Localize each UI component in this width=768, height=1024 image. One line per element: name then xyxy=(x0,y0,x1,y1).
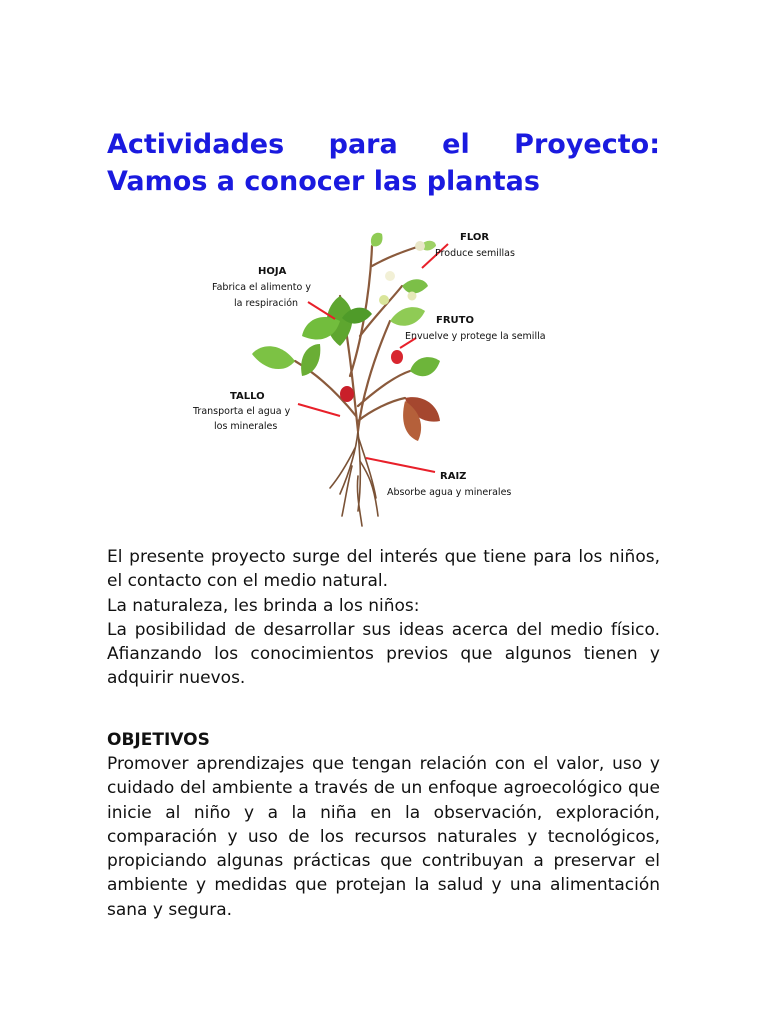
page-title xyxy=(107,126,660,200)
label-flor-title: FLOR xyxy=(460,232,490,243)
title-line-2: Vamos a conocer las plantas xyxy=(107,166,540,197)
label-hoja-text-1: Fabrica el alimento y xyxy=(212,282,311,293)
label-hoja xyxy=(212,266,311,309)
label-tallo xyxy=(192,391,291,432)
label-hoja-title: HOJA xyxy=(258,266,287,277)
plant-diagram xyxy=(190,226,630,532)
intro-paragraph-3: La posibilidad de desarrollar sus ideas acerca del medio físico. Afianzando los conocimientos previos que algunos tienen y adquirir nuevos. xyxy=(107,619,660,689)
objetivos-heading: OBJETIVOS xyxy=(107,730,210,750)
intro-section xyxy=(107,545,660,691)
plant-roots xyxy=(330,431,378,526)
label-raiz-title: RAIZ xyxy=(440,471,467,482)
intro-paragraph-2: La naturaleza, les brinda a los niños: xyxy=(107,595,420,616)
label-raiz-text: Absorbe agua y minerales xyxy=(387,487,512,498)
label-hoja-text-2: la respiración xyxy=(234,298,299,309)
label-raiz xyxy=(387,471,511,498)
plant-flowers xyxy=(379,241,425,305)
objetivos-paragraph: Promover aprendizajes que tengan relación con el valor, uso y cuidado del ambiente a través de un enfoque agroecológico que inicie al niño y a la niña en la observación, exploración, comparación y uso de los recursos naturales y tecnológicos, propiciando algunas prácticas que contribuyan a preservar el ambiente y medidas que protejan la salud y una alimentación sana y segura. xyxy=(107,754,660,920)
label-tallo-text-1: Transporta el agua y xyxy=(193,406,291,417)
title-word: Actividades xyxy=(107,129,285,160)
label-flor-text: Produce semillas xyxy=(435,248,515,259)
label-fruto xyxy=(405,315,546,342)
label-fruto-title: FRUTO xyxy=(436,315,474,326)
title-word: el xyxy=(442,129,470,160)
label-tallo-title: TALLO xyxy=(230,391,265,402)
title-word: para xyxy=(328,129,398,160)
plant-illustration xyxy=(190,226,630,532)
intro-paragraph-1: El presente proyecto surge del interés que tiene para los niños, el contacto con el medio natural. xyxy=(107,547,660,592)
label-fruto-text: Envuelve y protege la semilla xyxy=(405,331,546,342)
title-word: Proyecto: xyxy=(514,129,660,160)
label-tallo-text-2: los minerales xyxy=(214,421,278,432)
title-line-1 xyxy=(107,126,660,163)
